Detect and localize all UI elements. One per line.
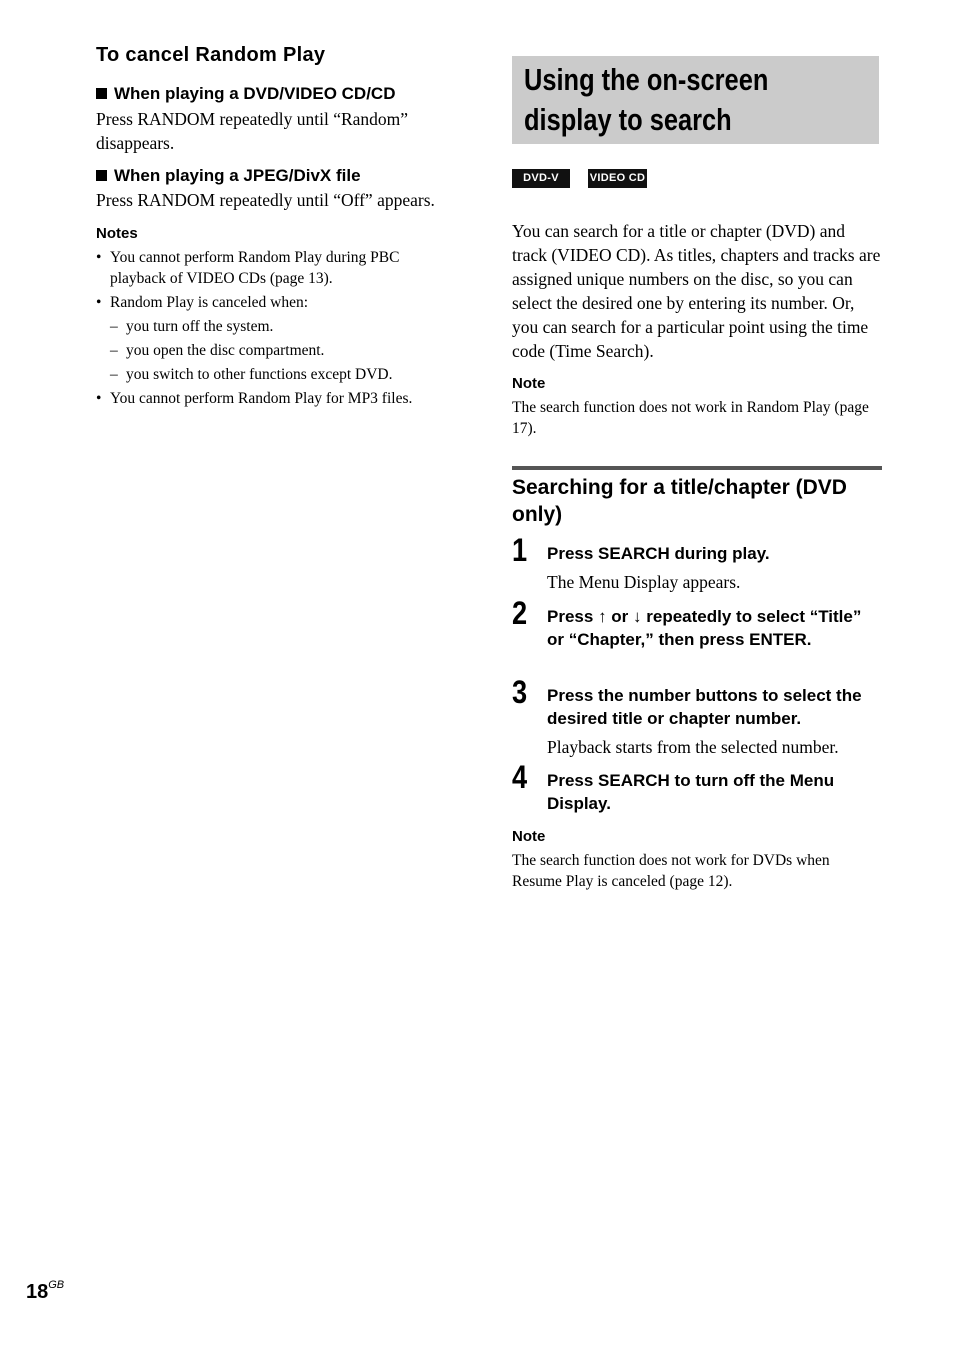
list-item: – you turn off the system. — [110, 318, 274, 335]
notes-list — [96, 247, 456, 409]
note-text: The search function does not work for DVDs when Resume Play is canceled (page 12). — [512, 852, 830, 890]
up-arrow-icon: ↑ — [598, 607, 607, 626]
section-heading-cancel-random-play: To cancel Random Play — [96, 44, 326, 66]
step-instruction: Press the number buttons to select the desired title or chapter number. — [547, 686, 862, 728]
note-label: Note — [512, 375, 546, 392]
step-number: 4 — [512, 759, 528, 795]
dvd-instruction: Press RANDOM repeatedly until “Random” disappears. — [96, 109, 409, 153]
step-number: 1 — [512, 532, 528, 568]
list-item: – you open the disc compartment. — [110, 342, 325, 359]
step-number: 2 — [512, 595, 528, 631]
subheading-jpeg-divx: When playing a JPEG/DivX file — [96, 166, 361, 186]
page-title: Using the on-screen display to search — [524, 62, 769, 137]
subheading-dvd-video-cd: When playing a DVD/VIDEO CD/CD — [96, 84, 395, 104]
note-label: Note — [512, 828, 546, 845]
step-instruction: Press SEARCH during play. — [547, 544, 770, 563]
list-item: – you switch to other functions except DVD. — [110, 366, 393, 383]
step-instruction: Press ↑ or ↓ repeatedly to select “Title” or “Chapter,” then press ENTER. — [547, 607, 862, 649]
section-heading-search-title-chapter: Searching for a title/chapter (DVD only) — [512, 476, 847, 526]
video-cd-badge: VIDEO CD — [588, 169, 647, 188]
step-instruction: Press SEARCH to turn off the Menu Display. — [547, 771, 835, 813]
list-item: • Random Play is canceled when: — [96, 294, 309, 311]
page-number: $18^{GB}$ — [26, 1279, 65, 1303]
intro-paragraph: You can search for a title or chapter (DVD) and track (VIDEO CD). As titles, chapters and tracks are assigned unique numbers on the disc, so you can select the desired one by entering its number. Or, you can search for a particular point using the time code (Time Search). — [512, 221, 881, 361]
step-result: Playback starts from the selected number. — [547, 737, 839, 757]
step-result: The Menu Display appears. — [547, 572, 741, 592]
note-text: The search function does not work in Random Play (page 17). — [512, 399, 869, 437]
notes-label: Notes — [96, 225, 138, 242]
section-divider — [512, 466, 882, 470]
step-number: 3 — [512, 674, 528, 710]
list-item: • You cannot perform Random Play during PBC playback of VIDEO CDs (page 13). — [96, 249, 400, 287]
jpeg-instruction: Press RANDOM repeatedly until “Off” appears. — [96, 190, 435, 210]
list-item: • You cannot perform Random Play for MP3 files. — [96, 390, 413, 407]
down-arrow-icon: ↓ — [633, 607, 642, 626]
dvd-v-badge: DVD-V — [512, 169, 570, 188]
black-square-icon — [96, 170, 107, 181]
black-square-icon — [96, 88, 107, 99]
